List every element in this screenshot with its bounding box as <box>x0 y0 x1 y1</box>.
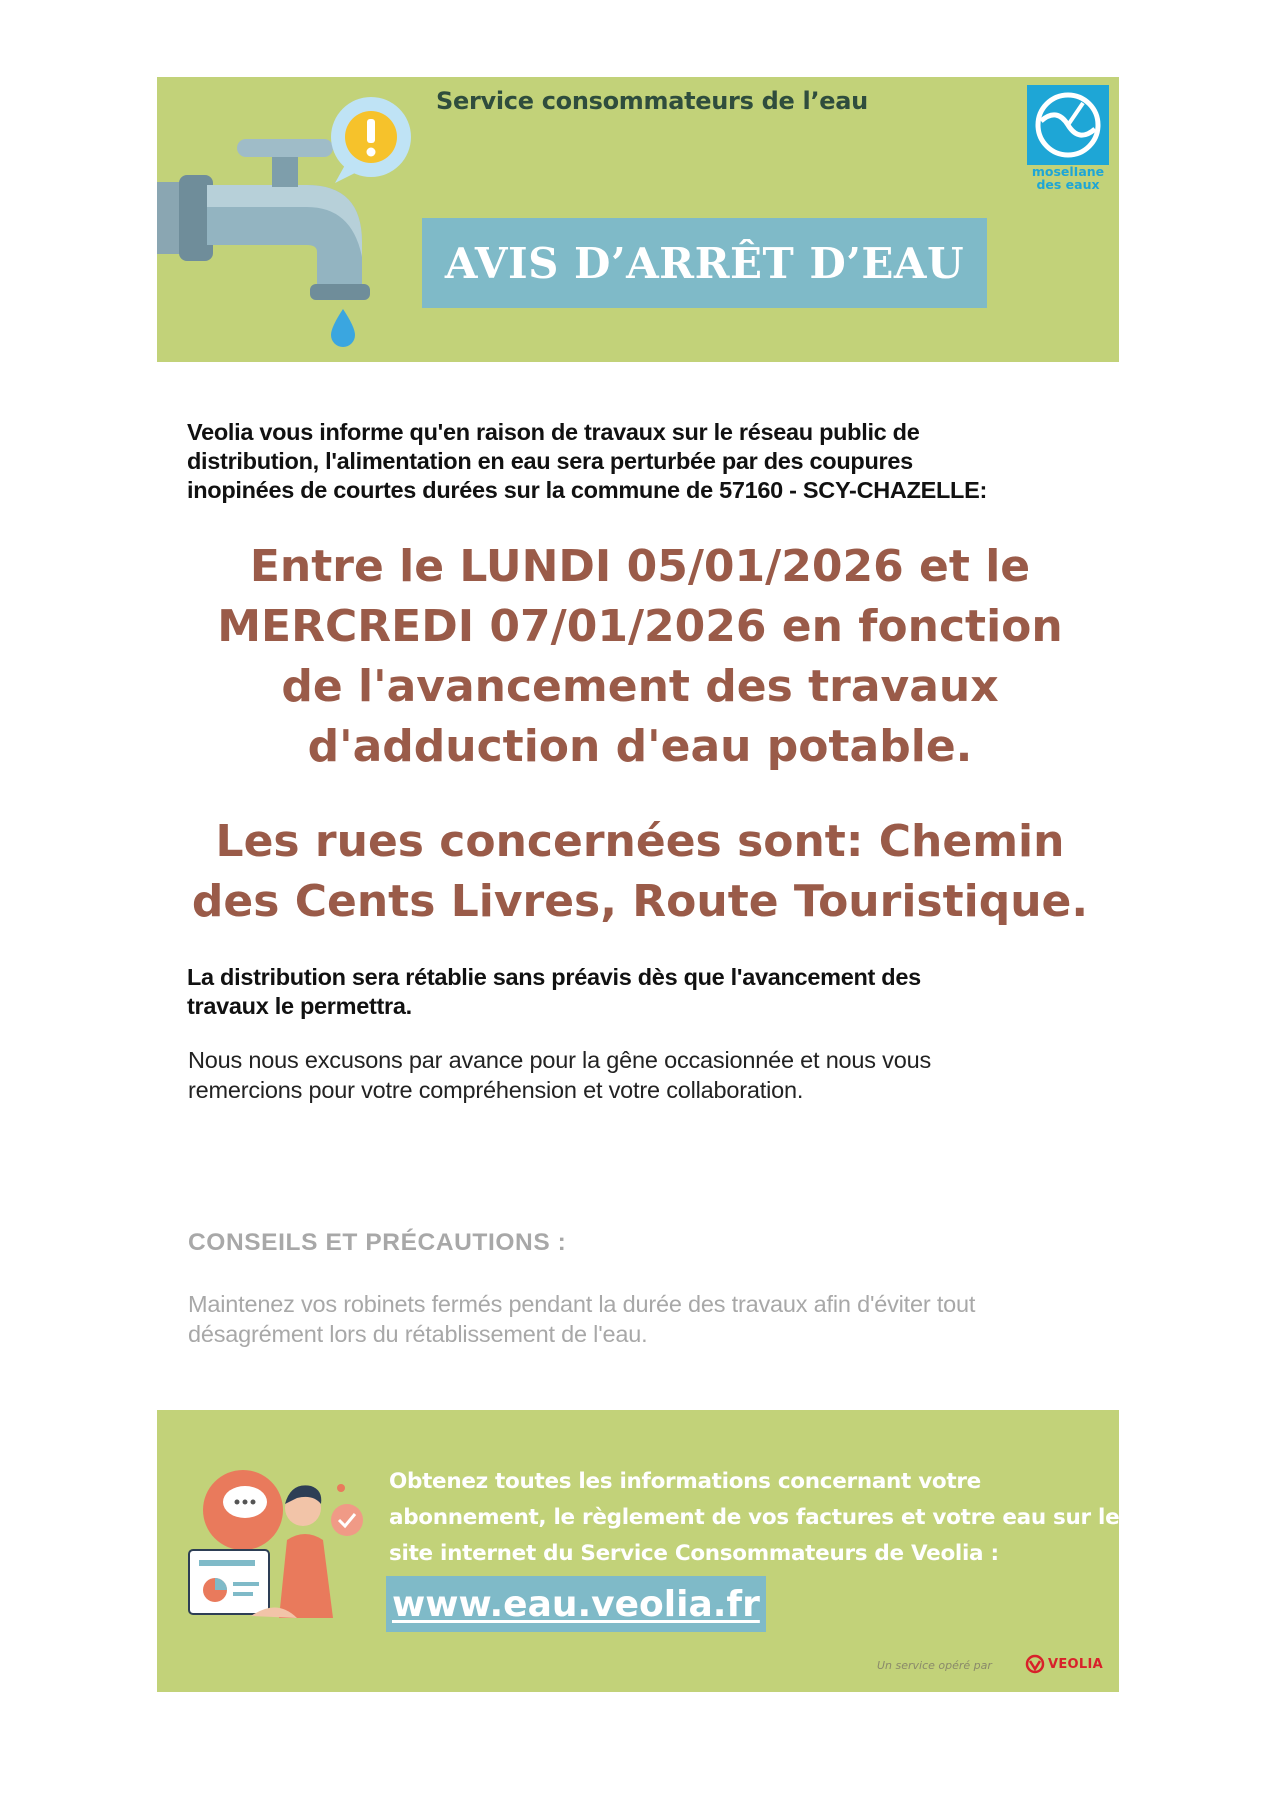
advice-paragraph <box>188 1289 1108 1349</box>
intro-paragraph <box>187 418 1107 505</box>
veolia-mark-icon <box>1025 1654 1045 1674</box>
intro-line: inopinées de courtes durées sur la commune de 57160 - SCY-CHAZELLE: <box>187 477 988 503</box>
streets-line: Les rues concernées sont: Chemin <box>215 816 1065 867</box>
alert-bubble-icon <box>325 95 417 187</box>
advice-title: CONSEILS ET PRÉCAUTIONS : <box>188 1229 567 1256</box>
intro-line: Veolia vous informe qu'en raison de travaux sur le réseau public de <box>187 419 920 445</box>
advice-line: Maintenez vos robinets fermés pendant la durée des travaux afin d'éviter tout <box>188 1291 976 1317</box>
restore-line: La distribution sera rétablie sans préavis dès que l'avancement des <box>187 964 921 990</box>
support-person-illustration-icon <box>187 1468 377 1628</box>
veolia-logo <box>1025 1654 1103 1674</box>
dates-line: d'adduction d'eau potable. <box>307 721 973 772</box>
operated-by-text: Un service opéré par <box>877 1659 992 1672</box>
header-banner <box>157 77 1119 362</box>
logo-line1: moselIane <box>1031 164 1105 179</box>
dates-line: Entre le LUNDI 05/01/2026 et le <box>249 541 1031 592</box>
footer-info-line: abonnement, le règlement de vos factures et votre eau sur le <box>389 1505 1120 1530</box>
footer-info-text <box>389 1464 1120 1572</box>
dates-line: MERCREDI 07/01/2026 en fonction <box>217 601 1063 652</box>
restore-line: travaux le permettra. <box>187 993 412 1019</box>
logo-line2: des eaux <box>1036 177 1100 192</box>
apology-paragraph <box>188 1045 1108 1105</box>
service-title: Service consommateurs de l’eau <box>436 87 868 115</box>
footer-info-line: Obtenez toutes les informations concernant votre <box>389 1469 981 1494</box>
moselle-logo-text <box>1015 165 1121 191</box>
moselle-logo <box>1027 85 1109 165</box>
apology-line: Nous nous excusons par avance pour la gêne occasionnée et nous vous <box>188 1047 932 1073</box>
streets-headline <box>170 812 1110 932</box>
dates-headline <box>170 537 1110 777</box>
restore-paragraph <box>187 963 1107 1021</box>
footer-info-line: site internet du Service Consommateurs de Veolia : <box>389 1541 999 1566</box>
notice-title: AVIS D’ARRÊT D’EAU <box>444 238 965 288</box>
website-url-box <box>386 1576 766 1632</box>
apology-line: remercions pour votre compréhension et votre collaboration. <box>188 1077 804 1103</box>
footer-banner <box>157 1410 1119 1692</box>
veolia-brand-name: VEOLIA <box>1048 1656 1103 1672</box>
notice-title-box <box>422 218 987 308</box>
intro-line: distribution, l'alimentation en eau sera perturbée par des coupures <box>187 448 913 474</box>
advice-line: désagrément lors du rétablissement de l'eau. <box>188 1321 648 1347</box>
website-link[interactable]: www.eau.veolia.fr <box>392 1583 760 1625</box>
logo-swirl-icon <box>1027 85 1109 165</box>
dates-line: de l'avancement des travaux <box>281 661 999 712</box>
streets-line: des Cents Livres, Route Touristique. <box>191 876 1089 927</box>
